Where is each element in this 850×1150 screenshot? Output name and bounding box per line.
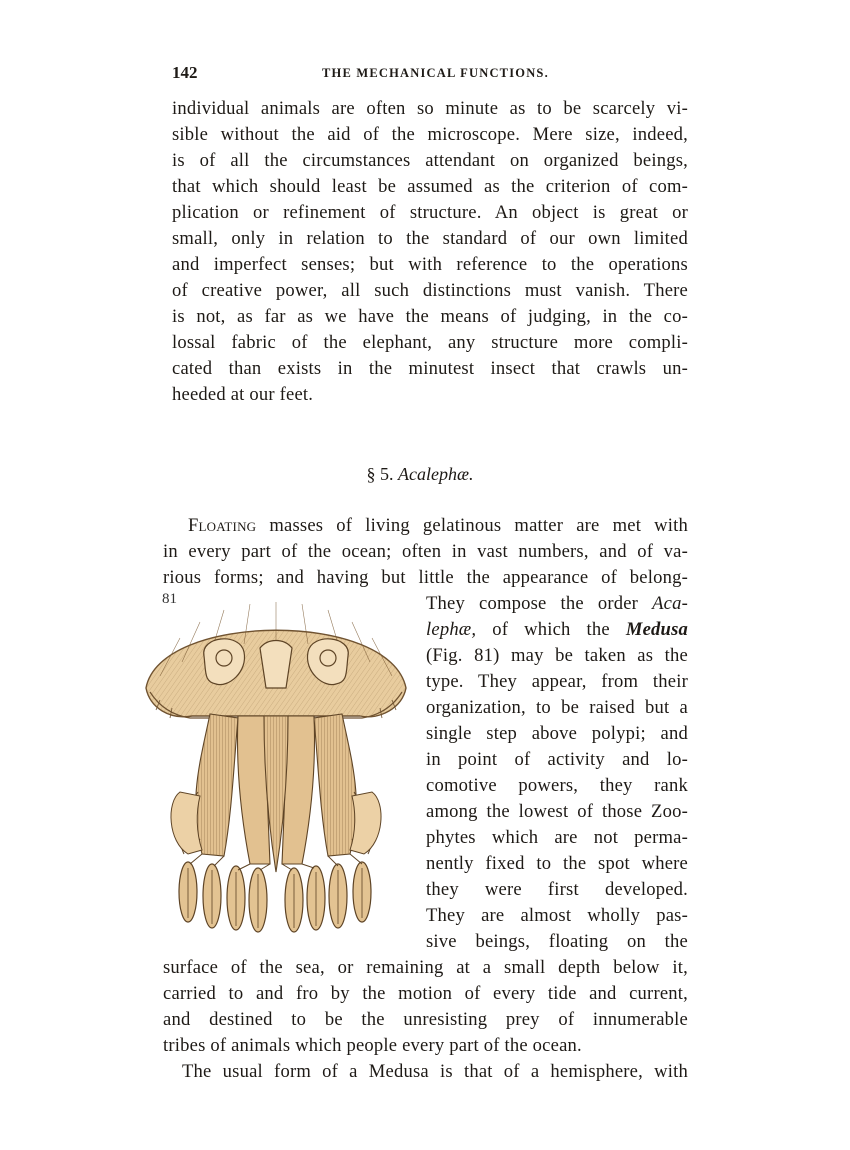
text-line: of creative power, all such distinctions must vanish. There xyxy=(172,280,688,301)
text-line: type. They appear, from their xyxy=(426,671,688,692)
section-heading xyxy=(300,464,540,485)
running-title: THE MECHANICAL FUNCTIONS. xyxy=(322,66,549,80)
text-line: is not, as far as we have the means of judging, in the co- xyxy=(172,306,688,327)
text-run: of which the xyxy=(476,619,626,640)
text-line: small, only in relation to the standard of our own limited xyxy=(172,228,688,249)
text-line: in every part of the ocean; often in vast numbers, and of va- xyxy=(163,541,688,562)
text-line: single step above polypi; and xyxy=(426,723,688,744)
text-line: and imperfect senses; but with reference to the operations xyxy=(172,254,688,275)
section-mark: § 5. xyxy=(366,464,394,484)
text-line: (Fig. 81) may be taken as the xyxy=(426,645,688,666)
text-line: phytes which are not perma- xyxy=(426,827,688,848)
text-line: nently fixed to the spot where xyxy=(426,853,688,874)
text-line: heeded at our feet. xyxy=(172,384,314,405)
text-line: carried to and fro by the motion of every tide and current, xyxy=(163,983,688,1004)
text-line: and destined to be the unresisting prey of innumerable xyxy=(163,1009,688,1030)
medusa-illustration-icon xyxy=(140,592,412,948)
text-run: masses of living gelatinous matter are met with xyxy=(256,515,688,536)
text-line: among the lowest of those Zoo- xyxy=(426,801,688,822)
italic-run: Aca- xyxy=(652,593,688,614)
page-number: 142 xyxy=(172,63,198,82)
drop-lead-word: Floating xyxy=(188,515,257,536)
text-line: lossal fabric of the elephant, any structure more compli- xyxy=(172,332,688,353)
italic-run: Medusa xyxy=(625,619,688,640)
text-line: they were first developed. xyxy=(426,879,688,900)
figure-label: 81 xyxy=(162,591,177,607)
text-line: The usual form of a Medusa is that of a hemisphere, with xyxy=(182,1061,688,1082)
text-line: surface of the sea, or remaining at a small depth below it, xyxy=(163,957,688,978)
text-line: plication or refinement of structure. An object is great or xyxy=(172,202,688,223)
italic-run: lephæ, xyxy=(426,619,477,640)
text-line: tribes of animals which people every part of the ocean. xyxy=(163,1035,582,1056)
text-line: comotive powers, they rank xyxy=(426,775,688,796)
text-line xyxy=(426,593,688,615)
text-line: in point of activity and lo- xyxy=(426,749,688,770)
text-line: rious forms; and having but little the appearance of belong- xyxy=(163,567,688,588)
text-run: They compose the order xyxy=(426,593,653,614)
text-line: that which should least be assumed as the criterion of com- xyxy=(172,176,688,197)
text-line: is of all the circumstances attendant on organized beings, xyxy=(172,150,688,171)
text-line: cated than exists in the minutest insect that crawls un- xyxy=(172,358,688,379)
text-line: organization, to be raised but a xyxy=(426,697,688,718)
text-line xyxy=(188,515,688,537)
text-line: individual animals are often so minute as to be scarcely vi- xyxy=(172,98,688,119)
section-title: Acalephæ. xyxy=(398,464,474,484)
text-line xyxy=(426,619,688,641)
text-line: sive beings, floating on the xyxy=(426,931,688,952)
text-line: sible without the aid of the microscope. Mere size, indeed, xyxy=(172,124,688,145)
text-line: They are almost wholly pas- xyxy=(426,905,688,926)
running-head xyxy=(172,63,688,87)
